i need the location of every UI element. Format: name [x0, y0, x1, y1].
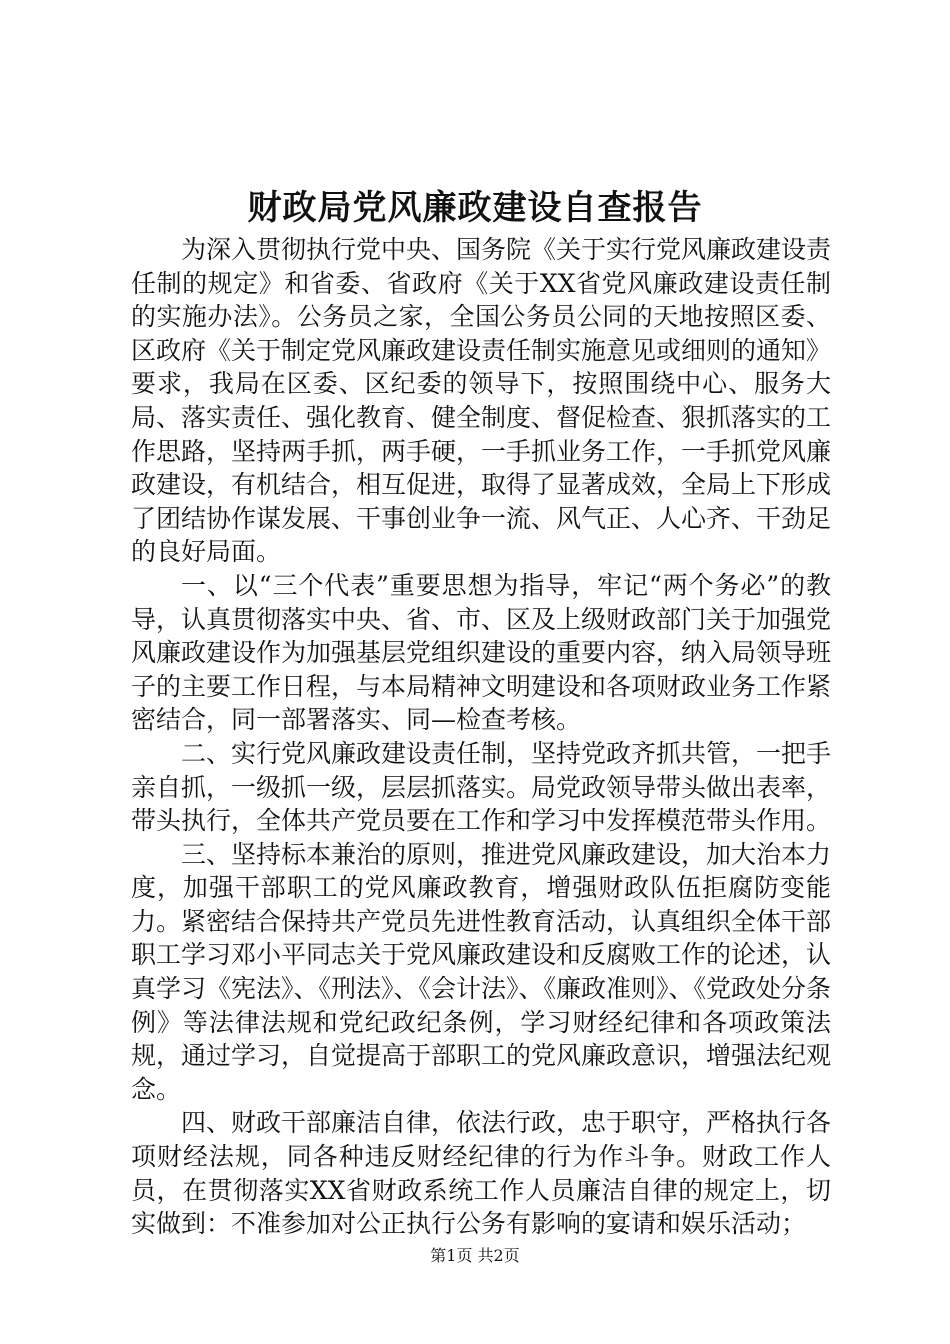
paragraph-section-4: 四、财政干部廉洁自律，依法行政，忠于职守，严格执行各项财经法规，同各种违反财经纪律的行为作斗争。财政工作人员，在贯彻落实XX省财政系统工作人员廉洁自律的规定上，切实做到：不准参加对公正执行公务有影响的宴请和娱乐活动；	[131, 1108, 832, 1239]
paragraph-section-2: 二、实行党风廉政建设责任制，坚持党政齐抓共管，一把手亲自抓，一级抓一级，层层抓落实。局党政领导带头做出表率，带头执行，全体共产党员要在工作和学习中发挥模范带头作用。	[131, 738, 832, 836]
document-body	[131, 233, 831, 1241]
page-number-footer: 第1页 共2页	[430, 1246, 520, 1265]
paragraph-section-1: 一、以“三个代表”重要思想为指导，牢记“两个务必”的教导，认真贯彻落实中央、省、市、区及上级财政部门关于加强党风廉政建设作为加强基层党组织建设的重要内容，纳入局领导班子的主要工作日程，与本局精神文明建设和各项财政业务工作紧密结合，同一部署落实、同—检查考核。	[131, 570, 832, 735]
paragraph-intro: 为深入贯彻执行党中央、国务院《关于实行党风廉政建设责任制的规定》和省委、省政府《关于XX省党风廉政建设责任制的实施办法》。公务员之家，全国公务员公同的天地按照区委、区政府《关于制定党风廉政建设责任制实施意见或细则的通知》要求，我局在区委、区纪委的领导下，按照围绕中心、服务大局、落实责任、强化教育、健全制度、督促检查、狠抓落实的工作思路，坚持两手抓，两手硬，一手抓业务工作，一手抓党风廉政建设，有机结合，相互促进，取得了显著成效，全局上下形成了团结协作谋发展、干事创业争一流、风气正、人心齐、干劲足的良好局面。	[131, 235, 832, 567]
paragraph-section-3: 三、坚持标本兼治的原则，推进党风廉政建设，加大治本力度，加强干部职工的党风廉政教育，增强财政队伍拒腐防变能力。紧密结合保持共产党员先进性教育活动，认真组织全体干部职工学习邓小平同志关于党风廉政建设和反腐败工作的论述，认真学习《宪法》、《刑法》、《会计法》、《廉政准则》、《党政处分条例》等法律法规和党纪政纪条例，学习财经纪律和各项政策法规，通过学习，自觉提高于部职工的党风廉政意识，增强法纪观念。	[131, 839, 832, 1104]
document-title: 财政局党风廉政建设自查报告	[247, 188, 703, 228]
